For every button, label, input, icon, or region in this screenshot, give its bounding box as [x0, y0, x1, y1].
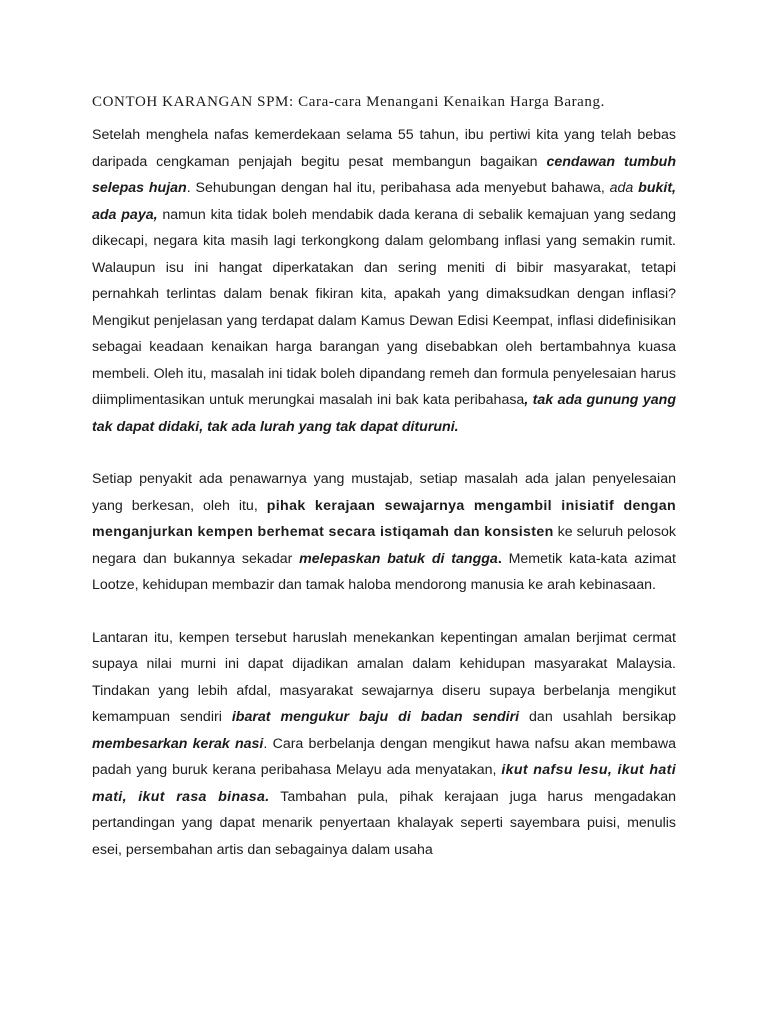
p1-emphasis-2: ada: [609, 180, 634, 196]
title-text: Cara-cara Menangani Kenaikan Harga Barang.: [298, 94, 605, 110]
p1-emphasis-1: cendawan tumbuh selepas hujan: [92, 153, 676, 196]
title-label: CONTOH KARANGAN SPM:: [92, 94, 294, 110]
paragraph-3: [92, 625, 676, 864]
p1-emphasis-3: bukit, ada paya,: [92, 180, 676, 223]
p3-text-4: Tambahan pula, pihak kerajaan juga harus mengadakan pertandingan yang dapat menarik penyertaan khalayak seperti sayembara puisi, menulis esei, persembahan artis dan sebagainya dalam usaha: [92, 788, 677, 858]
p3-text-2: dan usahlah bersikap: [519, 709, 677, 725]
p2-text-2: ke seluruh pelosok negara dan bukannya sekadar: [92, 524, 676, 567]
p3-emphasis-2: membesarkan kerak nasi: [92, 735, 264, 752]
p1-text-1: Setelah menghela nafas kemerdekaan selama 55 tahun, ibu pertiwi kita yang telah bebas daripada cengkaman penjajah begitu pesat membangun bagaikan: [92, 127, 676, 170]
paragraph-2: [92, 466, 676, 599]
p2-emphasis-3: .: [497, 550, 502, 567]
p3-emphasis-3: ikut nafsu lesu, ikut hati mati, ikut rasa binasa.: [92, 762, 676, 805]
p3-text-3: . Cara berbelanja dengan mengikut hawa nafsu akan membawa padah yang buruk kerana peribahasa Melayu ada menyatakan,: [92, 735, 676, 778]
p2-emphasis-1: pihak kerajaan sewajarnya mengambil inisiatif dengan menganjurkan kempen berhemat secara istiqamah dan konsisten: [92, 497, 676, 540]
document-title: [92, 92, 676, 112]
paragraph-1: [92, 122, 676, 440]
p2-text-1: Setiap penyakit ada penawarnya yang mustajab, setiap masalah ada jalan penyelesaian yang berkesan, oleh itu,: [92, 471, 676, 514]
p1-text-3: namun kita tidak boleh mendabik dada kerana di sebalik kemajuan yang sedang dikecapi, negara kita masih lagi terkongkong dalam gelombang inflasi yang semakin rumit. Walaupun isu ini hangat diperkatakan dan sering meniti di bibir masyarakat, tetapi pernahkah terlintas dalam benak fikiran kita, apakah yang dimaksudkan dengan inflasi? Mengikut penjelasan yang terdapat dalam Kamus Dewan Edisi Keempat, inflasi didefinisikan sebagai keadaan kenaikan harga barangan yang disebabkan oleh bertambahnya kuasa membeli. Oleh itu, masalah ini tidak boleh dipandang remeh dan formula penyelesaian harus diimplimentasikan untuk merungkai masalah ini bak kata peribahasa: [92, 206, 676, 408]
p1-text-2: . Sehubungan dengan hal itu, peribahasa ada menyebut bahawa,: [186, 180, 610, 196]
p3-emphasis-1: ibarat mengukur baju di badan sendiri: [231, 709, 520, 725]
p2-text-3: Memetik kata-kata azimat Lootze, kehidupan membazir dan tamak haloba mendorong manusia ke arah kebinasaan.: [92, 550, 676, 593]
p3-text-1: Lantaran itu, kempen tersebut haruslah menekankan kepentingan amalan berjimat cermat supaya nilai murni ini dapat dijadikan amalan dalam kehidupan masyarakat Malaysia. Tindakan yang lebih afdal, masyarakat sewajarnya diseru supaya berbelanja mengikut kemampuan sendiri: [92, 629, 676, 725]
document-page: [92, 92, 676, 889]
p2-emphasis-2: melepaskan batuk di tangga: [299, 550, 498, 567]
p1-emphasis-4: , tak ada gunung yang tak dapat didaki, tak ada lurah yang tak dapat dituruni.: [92, 392, 676, 435]
